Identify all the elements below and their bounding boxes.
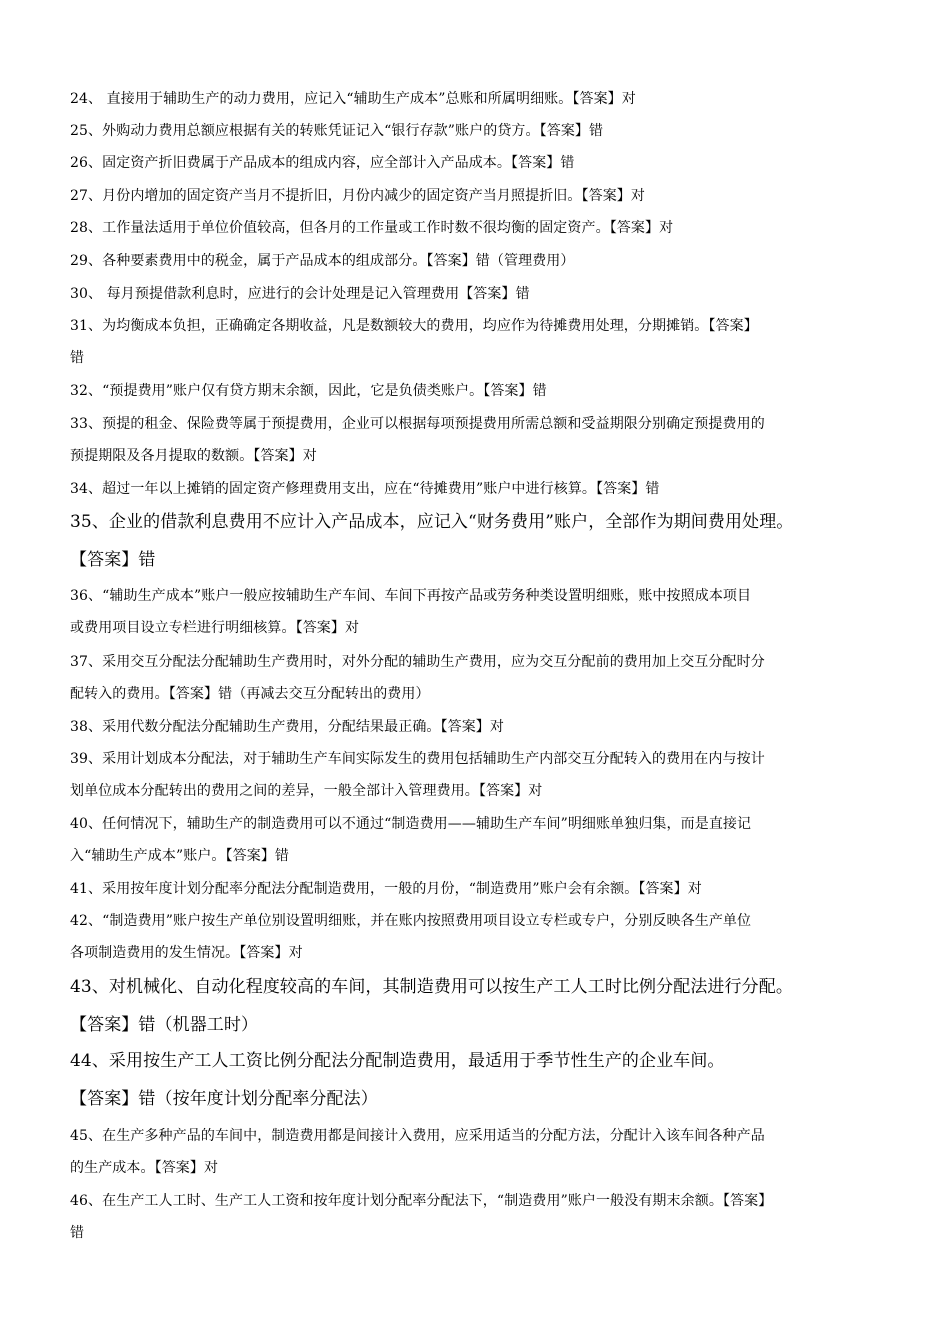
question-29 — [70, 245, 885, 277]
question-27 — [70, 180, 885, 212]
question-line: 划单位成本分配转出的费用之间的差异，一般全部计入管理费用。【答案】对 — [70, 783, 543, 799]
question-line: 配转入的费用。【答案】错（再减去交互分配转出的费用） — [70, 686, 430, 702]
question-line: 31、为均衡成本负担，正确确定各期收益，凡是数额较大的费用，均应作为待摊费用处理，分期摊销。【答案】 — [70, 318, 758, 334]
question-36 — [70, 580, 885, 644]
question-line: 40、任何情况下，辅助生产的制造费用可以不通过“制造费用——辅助生产车间”明细账单独归集，而是直接记 — [70, 816, 752, 832]
question-33 — [70, 408, 885, 472]
question-line: 【答案】错（按年度计划分配率分配法） — [70, 1089, 378, 1109]
question-34 — [70, 473, 885, 505]
question-line: 42、“制造费用”账户按生产单位别设置明细账，并在账内按照费用项目设立专栏或专户，分别反映各生产单位 — [70, 913, 752, 929]
question-line: 预提期限及各月提取的数额。【答案】对 — [70, 448, 317, 464]
question-line: 的生产成本。【答案】对 — [70, 1160, 219, 1176]
question-41 — [70, 873, 885, 905]
question-30 — [70, 278, 885, 310]
question-38 — [70, 711, 885, 743]
question-line: 32、“预提费用”账户仅有贷方期末余额，因此，它是负债类账户。【答案】错 — [70, 383, 547, 399]
question-line: 【答案】错 — [70, 550, 156, 570]
question-28 — [70, 212, 885, 244]
question-46 — [70, 1185, 885, 1249]
question-line: 或费用项目设立专栏进行明细核算。【答案】对 — [70, 620, 360, 636]
question-line: 错 — [70, 1225, 85, 1241]
question-line: 【答案】错（机器工时） — [70, 1015, 259, 1035]
question-line: 34、超过一年以上摊销的固定资产修理费用支出，应在“待摊费用”账户中进行核算。【答案】错 — [70, 481, 660, 497]
question-25 — [70, 115, 885, 147]
question-line: 33、预提的租金、保险费等属于预提费用，企业可以根据每项预提费用所需总额和受益期限分别确定预提费用的 — [70, 416, 765, 432]
question-line: 各项制造费用的发生情况。【答案】对 — [70, 945, 303, 961]
question-line: 41、采用按年度计划分配率分配法分配制造费用，一般的月份，“制造费用”账户会有余额。【答案】对 — [70, 881, 702, 897]
question-42 — [70, 905, 885, 969]
question-24 — [70, 83, 885, 115]
question-39 — [70, 743, 885, 807]
question-35 — [70, 503, 885, 579]
question-line: 44、采用按生产工人工资比例分配法分配制造费用，最适用于季节性生产的企业车间。 — [70, 1051, 725, 1071]
question-line: 36、“辅助生产成本”账户一般应按辅助生产车间、车间下再按产品或劳务种类设置明细账，账中按照成本项目 — [70, 588, 752, 604]
question-44 — [70, 1042, 885, 1118]
question-32 — [70, 375, 885, 407]
question-line: 37、采用交互分配法分配辅助生产费用时，对外分配的辅助生产费用，应为交互分配前的费用加上交互分配时分 — [70, 654, 765, 670]
question-line: 27、月份内增加的固定资产当月不提折旧，月份内减少的固定资产当月照提折旧。【答案】对 — [70, 188, 646, 204]
question-line: 26、固定资产折旧费属于产品成本的组成内容，应全部计入产品成本。【答案】错 — [70, 155, 575, 171]
question-40 — [70, 808, 885, 872]
question-line: 45、在生产多种产品的车间中，制造费用都是间接计入费用，应采用适当的分配方法，分配计入该车间各种产品 — [70, 1128, 765, 1144]
question-line: 35、企业的借款利息费用不应计入产品成本，应记入“财务费用”账户，全部作为期间费用处理。 — [70, 512, 794, 532]
question-line: 30、 每月预提借款利息时，应进行的会计处理是记入管理费用【答案】错 — [70, 286, 530, 302]
question-43 — [70, 968, 885, 1044]
question-line: 29、各种要素费用中的税金，属于产品成本的组成部分。【答案】错（管理费用） — [70, 253, 575, 269]
question-line: 43、对机械化、自动化程度较高的车间，其制造费用可以按生产工人工时比例分配法进行分配。 — [70, 977, 793, 997]
question-45 — [70, 1120, 885, 1184]
question-26 — [70, 147, 885, 179]
question-line: 24、 直接用于辅助生产的动力费用，应记入“辅助生产成本”总账和所属明细账。【答案】对 — [70, 91, 636, 107]
question-line: 46、在生产工人工时、生产工人工资和按年度计划分配率分配法下，“制造费用”账户一般没有期末余额。【答案】 — [70, 1193, 773, 1209]
question-31 — [70, 310, 885, 374]
question-37 — [70, 646, 885, 710]
question-line: 28、工作量法适用于单位价值较高，但各月的工作量或工作时数不很均衡的固定资产。【答案】对 — [70, 220, 674, 236]
question-line: 38、采用代数分配法分配辅助生产费用，分配结果最正确。【答案】对 — [70, 719, 505, 735]
question-line: 错 — [70, 350, 85, 366]
question-line: 39、采用计划成本分配法，对于辅助生产车间实际发生的费用包括辅助生产内部交互分配转入的费用在内与按计 — [70, 751, 765, 767]
question-line: 入“辅助生产成本”账户。【答案】错 — [70, 848, 290, 864]
question-line: 25、外购动力费用总额应根据有关的转账凭证记入“银行存款”账户的贷方。【答案】错 — [70, 123, 604, 139]
